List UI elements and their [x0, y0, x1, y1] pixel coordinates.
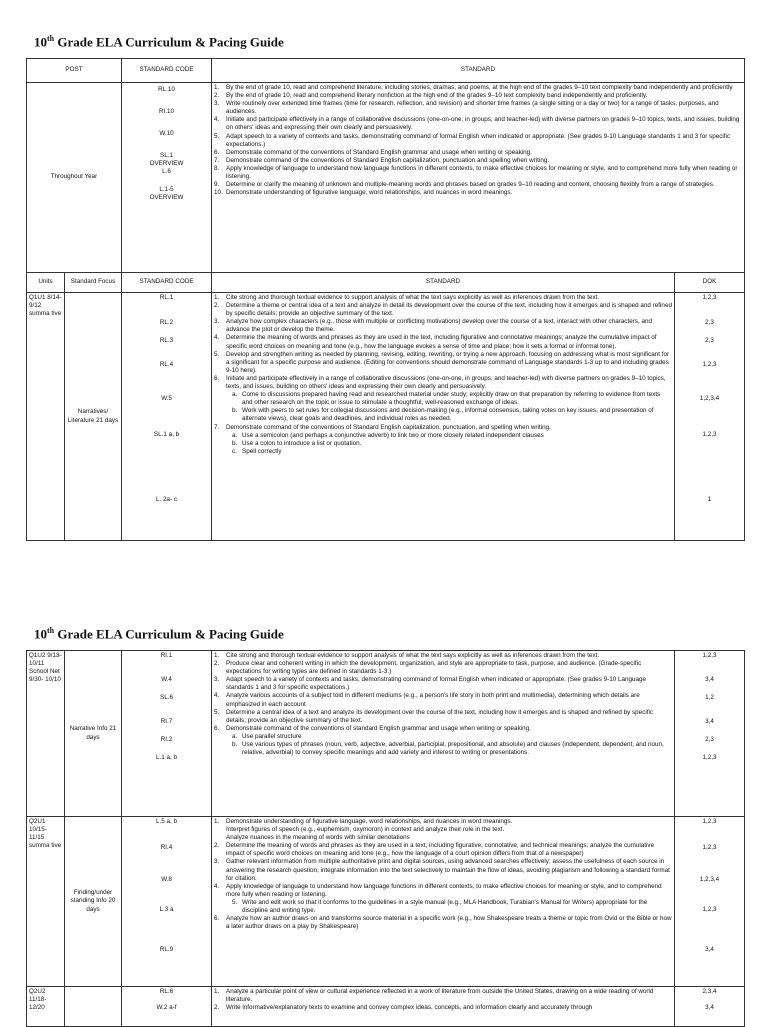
code-label: W.8: [161, 876, 172, 883]
unit-cell: Q2U1 10/15- 11/15 summa tive: [27, 817, 65, 987]
focus-cell: Finding/under standing Info 20 days: [65, 817, 122, 987]
sub-item: c. Spell correctly: [232, 447, 282, 455]
standard-item: 3. Write routinely over extended time frames (time for research, reflection, and revision) and shorter time frames (a single sitting or a day or two) for a range of tasks, purposes, and audiences.: [214, 100, 719, 116]
standard-item: 9. Determine or clarify the meaning of unknown and multiple-meaning words and phrases based on grades 9–10 reading and content, choosing flexibly from a range of strategies.: [214, 181, 715, 189]
standard-item: 4. Apply knowledge of language to understand how language functions in different contexts, to make effective choices for meaning or style, and to comprehend more fully when reading or listening.: [214, 882, 662, 898]
dok-value: 1,2,3: [702, 818, 717, 825]
sub-item: b. Work with peers to set rules for collegial discussions and decision-making (e.g., informal consensus, taking votes on key issues, and presentation of alternate views), clear goals and deadlines, and individual roles as needed.: [232, 407, 654, 423]
unit-standards: [212, 987, 675, 1027]
standard-item: 8. Apply knowledge of language to understand how language functions in different contexts, to make effective choices for meaning or style, and to comprehend more fully when reading or listening.: [214, 164, 738, 181]
standard-item: 3. Gather relevant information from multiple authoritative print and digital sources, using advanced searches effectively; assess the usefulness of each source in answering the research question; integrate information into the text selectively to maintain the flow of ideas, avoiding plagiarism and following a standard format for citation.: [214, 858, 670, 882]
standard-item: 6. Initiate and participate effectively in a range of collaborative discussions (one-on-one, in groups, and teacher-led) with diverse partners on grades 9–10 topics, texts, and issues, building on others' ideas and expressing their own clearly and persuasively.: [214, 374, 666, 391]
dok-value: 3,4: [705, 676, 714, 683]
unit-cell: Q1U1 8/14- 9/12 summa tive: [27, 293, 65, 541]
code-label: RI.4: [160, 844, 173, 851]
dok-value: 1,2,3: [702, 652, 717, 659]
dok-value: 3,4: [705, 946, 714, 953]
standard-item: 7. Demonstrate command of the conventions of Standard English capitalization, punctuation, and spelling when writing.: [214, 423, 551, 431]
unit-doks: [675, 293, 745, 541]
dok-value: 1,2: [705, 694, 714, 701]
standard-header: STANDARD: [212, 59, 745, 83]
unit-codes: [122, 987, 212, 1027]
dok-value: 1,2,3,4: [699, 876, 720, 883]
unit-table-2: [26, 650, 745, 1027]
code-label: L. 2a- c: [156, 496, 177, 503]
standard-item: 2. Produce clear and coherent writing in which the development, organization, and style are appropriate to task, purpose, and audience. (Grade-specific expectations for writing types are defined in standards 1-3.): [214, 660, 642, 676]
dok-value: 1,2,3: [702, 754, 717, 761]
code-label: L.3 a: [159, 906, 174, 913]
post-header: POST: [27, 59, 122, 83]
unit-table: [26, 272, 745, 541]
standard-item: Interpret figures of speech (e.g., euphemism, oxymoron) in context and analyze their role in the text.: [226, 826, 505, 834]
code-label: L.1-5: [159, 186, 174, 194]
dok-value: 3,4: [705, 1004, 714, 1011]
focus-header: Standard Focus: [65, 273, 122, 293]
units-header: Units: [27, 273, 65, 293]
standard-item: 5. Adapt speech to a variety of contexts and tasks, demonstrating command of formal English when indicated or appropriate. (See grades 9-10 Language standards 1 and 3 for specific expectations.): [214, 132, 731, 148]
standard-item: 3. Analyze how complex characters (e.g., those with multiple or conflicting motivations) develop over the course of a text, interact with other characters, and advance the plot or develop the theme.: [214, 318, 652, 334]
code-label: L.5 a, b: [155, 818, 177, 825]
code-label: RL.3: [159, 337, 174, 344]
dok-value: 3,4: [705, 718, 714, 725]
dok-value: 1: [707, 496, 712, 503]
standard-item: 6. Demonstrate command of the conventions of standard English grammar and usage when writing or speaking.: [214, 724, 531, 732]
code-header: STANDARD CODE: [122, 273, 212, 293]
standard-item: 6. Analyze how an author draws on and transforms source material in a specific work (e.g., how Shakespeare treats a theme or topic from Ovid or the Bible or how a later author draws on a play by Shakespeare): [214, 915, 672, 931]
dok-value: 2,3: [705, 319, 714, 326]
code-label: W.10: [159, 130, 174, 137]
focus-cell: [65, 987, 122, 1027]
standard-item: 1. Analyze a particular point of view or cultural experience reflected in a work of literature from outside the United States, drawing on a wide reading of world literature.: [214, 988, 654, 1004]
dok-value: 2,3: [705, 736, 714, 743]
page-title: 10th Grade ELA Curriculum & Pacing Guide: [34, 34, 284, 50]
standard-item: 1. Cite strong and thorough textual evidence to support analysis of what the text says explicitly as well as inferences drawn from the text.: [214, 652, 600, 659]
sub-item: a. Come to discussions prepared having read and researched material under study; explicitly draw on that preparation by referring to evidence from texts and other research on the topic or issue to stimulate a thoughtful, well-reasoned exchange of ideas.: [232, 391, 661, 407]
code-label: W.5: [161, 395, 172, 402]
post-table: [26, 58, 745, 273]
unit-doks: [675, 651, 745, 817]
unit-doks: [675, 987, 745, 1027]
standard-item: 4. Analyze various accounts of a subject told in different mediums (e.g., a person's life story in both print and multimedia), determining which details are emphasized in each account: [214, 692, 640, 708]
dok-value: 1,2,3: [702, 431, 717, 438]
standard-item: 2. By the end of grade 10, read and comprehend literary nonfiction at the high end of the grades 9–10 text complexity band independently and proficiently.: [214, 92, 648, 100]
code-label: SL.1 a, b: [153, 431, 180, 438]
code-label: RL.1: [159, 294, 174, 301]
code-label: RL.6: [159, 988, 174, 995]
standard-item: 1. By the end of grade 10, read and comprehend literature, including stories, dramas, and poems, at the high end of the grades 9–10 text complexity band independently and proficiently: [214, 84, 733, 91]
dok-value: 2,3: [705, 337, 714, 344]
code-label: W.2 a-f: [156, 1004, 177, 1011]
code-label: L.1 a, b: [155, 754, 177, 761]
code-label: SL.6: [160, 694, 173, 701]
standard-item: 7. Demonstrate command of the conventions of Standard English capitalization, punctuation and spelling when writing.: [214, 156, 550, 164]
focus-cell: Narratives/ Literature 21 days: [65, 293, 122, 541]
dok-value: 1,2,3: [702, 906, 717, 913]
standard-item: 5. Determine a central idea of a text and analyze its development over the course of the text, including how it emerges and is shaped and refined by specific details; provide an objective summary of the text.: [214, 708, 654, 724]
code-label: RI.1: [160, 652, 173, 659]
standard-item: 1. Demonstrate understanding of figurative language, word relationships, and nuances in word meanings.: [214, 818, 513, 825]
post-codes: [122, 83, 212, 273]
code-label: RI.7: [160, 718, 173, 725]
dok-value: 1,2,3: [702, 844, 717, 851]
page-title: 10th Grade ELA Curriculum & Pacing Guide: [34, 626, 284, 642]
dok-value: 1,2,3: [702, 294, 717, 301]
sub-item: b. Use various types of phrases (noun, verb, adjective, adverbial, participial, prepositional, and absolute) and clauses (independent, dependent, and noun, relative, adverbial) to convey specific meanings and add variety and interest to writing or presentations.: [232, 741, 664, 757]
sub-item: 5. Write and edit work so that it conforms to the guidelines in a style manual (e.g., MLA Handbook, Turabian's Manual for Writers) appropriate for the discipline and writing type.: [232, 898, 648, 915]
code-label: W.4: [161, 676, 172, 683]
standard-item: 1. Cite strong and thorough textual evidence to support analysis of what the text says explicitly as well as inferences drawn from the text.: [214, 294, 600, 301]
standard-item: 4. Initiate and participate effectively in a range of collaborative discussions (one-on-one, in groups, and teacher-led) with diverse partners on grades 9–10 topics, texts, and issues, building on others' ideas and expressing their own clearly and persuasively.: [214, 116, 740, 132]
code-label: RI.2: [160, 736, 173, 743]
code-label: RL.9: [159, 946, 174, 953]
unit-cell: Q2U2 11/18- 12/20: [27, 987, 65, 1027]
unit-standards: [212, 651, 675, 817]
sub-item: a. Use a semicolon (and perhaps a conjunctive adverb) to link two or more closely related independent clauses: [232, 431, 544, 439]
unit-standards: [212, 817, 675, 987]
code-header: STANDARD CODE: [122, 59, 212, 83]
standard-item: 2. Determine the meaning of words and phrases as they are used in a text, including figurative, connotative, and technical meanings; analyze the cumulative impact of specific word choices on meaning and tone (e.g., how the language of a court opinion differs from that of a newspaper): [214, 842, 655, 858]
post-standards: [212, 83, 745, 273]
standard-item: 5. Develop and strengthen writing as needed by planning, revising, editing, rewriting, or trying a new approach, focusing on addressing what is most significant for a significant for a specific purpose and audience. (Editing for conventions should demonstrate command of Language standards 1-3 up to and including grades 9-10 here).: [214, 350, 670, 374]
sub-item: b. Use a colon to introduce a list or quotation.: [232, 439, 362, 447]
standard-item: 6. Demonstrate command of the conventions of Standard English grammar and usage when writing or speaking.: [214, 148, 532, 156]
dok-header: DOK: [675, 273, 745, 293]
post-cell: Throughout Year: [27, 83, 122, 273]
code-label: RL.2: [159, 319, 174, 326]
unit-cell: Q1U2 9/13- 10/11 School Net 9/30- 10/10: [27, 651, 65, 817]
dok-value: 2,3,4: [702, 988, 717, 995]
code-label: RI.10: [158, 108, 175, 115]
standard-item: Analyze nuances in the meaning of words with similar denotations: [226, 834, 410, 842]
sub-item: a. Use parallel structure: [232, 732, 302, 740]
standard-item: 2. Write informative/explanatory texts to examine and convey complex ideas, concepts, and information clearly and accurately through: [214, 1004, 593, 1012]
unit-codes: [122, 817, 212, 987]
standard-item: 4. Determine the meaning of words and phrases as they are used in the text, including figurative and connotative meanings; analyze the cumulative impact of specific word choices on meaning and tone (e.g., how the language evokes a sense of time and place; how it sets a formal or informal tone).: [214, 334, 657, 350]
standard-item: 2. Determine a theme or central idea of a text and analyze in detail its development over the course of the text, including how it emerges and is shaped and refined by specific details; provide an objective summary of the text.: [214, 302, 672, 318]
code-label: OVERVIEW: [149, 194, 184, 202]
code-label: RL.4: [159, 361, 174, 368]
focus-cell: Narrative Info 21 days: [65, 651, 122, 817]
code-label: SL.1: [160, 152, 173, 159]
standard-item: 10. Demonstrate understanding of figurative language, word relationships, and nuances in word meanings.: [214, 189, 513, 197]
dok-value: 1,2,3: [702, 361, 717, 368]
code-label: RL.10: [158, 86, 175, 93]
code-label: L.6: [162, 168, 171, 176]
dok-value: 1,2,3,4: [699, 395, 720, 402]
unit-codes: [122, 293, 212, 541]
code-label: OVERVIEW: [149, 160, 184, 168]
unit-doks: [675, 817, 745, 987]
standard-item: 3. Adapt speech to a variety of contexts and tasks, demonstrating command of formal English when indicated or appropriate. (See grades 9-10 Language standards 1 and 3 for specific expectations.): [214, 676, 647, 692]
unit-standards: [212, 293, 675, 541]
standard-header: STANDARD: [212, 273, 675, 293]
unit-codes: [122, 651, 212, 817]
